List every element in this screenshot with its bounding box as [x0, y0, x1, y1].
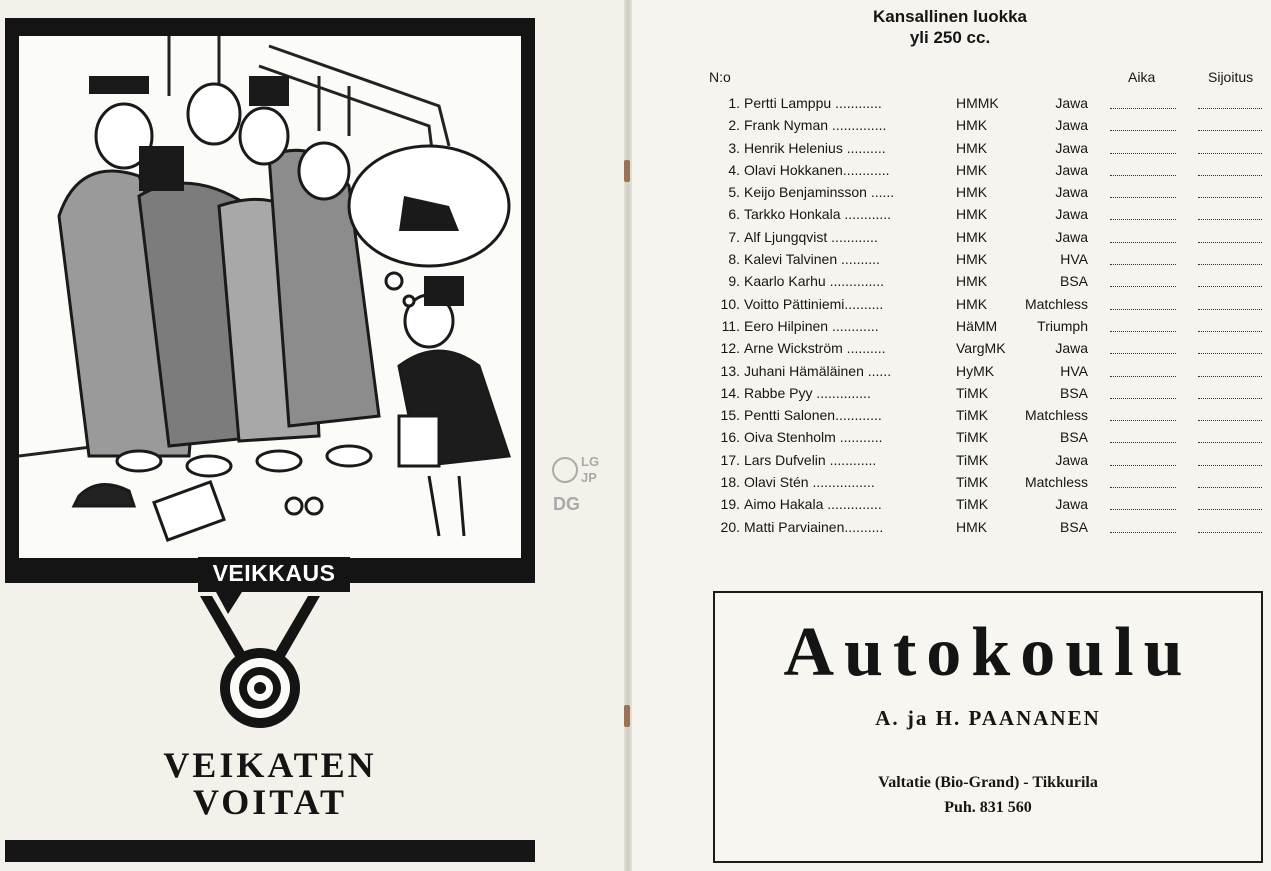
list-item: [700, 427, 1270, 449]
rider-name: Keijo Benjaminsson ......: [744, 184, 895, 201]
list-item: [700, 182, 1270, 204]
rider-bike: BSA: [1059, 384, 1088, 401]
autokoulu-title: Autokoulu: [783, 614, 1193, 691]
rider-name: Arne Wickström ..........: [744, 340, 886, 357]
bottom-bar: [5, 840, 535, 862]
rider-name: Rabbe Pyy ..............: [744, 384, 871, 401]
rider-number: 1.: [728, 95, 740, 111]
rider-club: HMK: [956, 273, 988, 290]
list-item: [700, 160, 1270, 182]
results-list: [700, 93, 1270, 539]
rider-club: HMK: [956, 518, 988, 535]
rider-club: HMK: [956, 228, 988, 245]
place-blank: [1198, 107, 1262, 109]
rider-club: TiMK: [956, 384, 989, 401]
header-place: Sijoitus: [1208, 69, 1254, 85]
place-blank: [1198, 263, 1262, 265]
rider-number: 2.: [728, 117, 740, 134]
list-item: [700, 517, 1270, 539]
staple-bottom: [624, 705, 630, 727]
rider-club: HMK: [956, 206, 988, 223]
rider-bike: HVA: [1060, 251, 1088, 268]
list-item: [700, 204, 1270, 226]
rider-number: 19.: [720, 496, 740, 513]
time-blank: [1110, 107, 1176, 109]
rider-name: Voitto Pättiniemi..........: [744, 295, 884, 312]
rider-name: Alf Ljungqvist ............: [744, 228, 878, 245]
time-blank: [1110, 263, 1176, 265]
rider-name: Juhani Hämäläinen ......: [744, 362, 892, 379]
place-blank: [1198, 486, 1262, 488]
rider-bike: Jawa: [1055, 340, 1088, 357]
time-blank: [1110, 419, 1176, 421]
rider-name: Lars Dufvelin ............: [744, 451, 877, 468]
rider-name: Kaarlo Karhu ..............: [744, 273, 885, 290]
rider-name: Olavi Stén ................: [744, 474, 875, 491]
list-item: [700, 271, 1270, 293]
time-blank: [1110, 397, 1176, 399]
list-item: [700, 338, 1270, 360]
svg-text:JP: JP: [581, 470, 597, 485]
time-blank: [1110, 196, 1176, 198]
rider-club: HMK: [956, 161, 988, 178]
rider-bike: Jawa: [1055, 206, 1088, 223]
rider-club: HMK: [956, 295, 988, 312]
lg-jp-dg-stamp-icon: [545, 450, 615, 520]
rider-name: Pertti Lamppu ............: [744, 95, 882, 111]
slogan-line-1: VEIKATEN: [163, 745, 377, 785]
rider-bike: Jawa: [1055, 139, 1088, 156]
rider-name: Pentti Salonen............: [744, 407, 882, 424]
time-blank: [1110, 375, 1176, 377]
rider-name: Tarkko Honkala ............: [744, 206, 892, 223]
rider-club: HäMM: [956, 317, 998, 334]
place-blank: [1198, 285, 1262, 287]
time-blank: [1110, 174, 1176, 176]
place-blank: [1198, 352, 1262, 354]
autokoulu-owners: A. ja H. PAANANEN: [875, 706, 1101, 730]
place-blank: [1198, 218, 1262, 220]
list-item: [700, 227, 1270, 249]
rider-number: 17.: [720, 451, 740, 468]
rider-bike: Jawa: [1055, 184, 1088, 201]
place-blank: [1198, 419, 1262, 421]
time-blank: [1110, 285, 1176, 287]
time-blank: [1110, 508, 1176, 510]
list-item: [700, 494, 1270, 516]
rider-bike: Matchless: [1024, 474, 1088, 491]
rider-number: 14.: [720, 384, 740, 401]
time-blank: [1110, 241, 1176, 243]
list-item: [700, 361, 1270, 383]
rider-name: Henrik Helenius ..........: [744, 139, 886, 156]
rider-number: 9.: [728, 273, 740, 290]
cartoon-crowd-icon: [19, 36, 521, 558]
header-time: Aika: [1128, 69, 1156, 85]
list-item: [700, 115, 1270, 137]
svg-text:DG: DG: [553, 494, 580, 514]
time-blank: [1110, 129, 1176, 131]
rider-name: Eero Hilpinen ............: [744, 317, 879, 334]
rider-club: HMK: [956, 139, 988, 156]
place-blank: [1198, 129, 1262, 131]
rider-bike: HVA: [1060, 362, 1088, 379]
rider-name: Frank Nyman ..............: [744, 117, 887, 134]
rider-club: HMK: [956, 117, 988, 134]
rider-number: 16.: [720, 429, 740, 446]
time-blank: [1110, 308, 1176, 310]
place-blank: [1198, 375, 1262, 377]
rider-club: TiMK: [956, 451, 989, 468]
time-blank: [1110, 464, 1176, 466]
rider-name: Olavi Hokkanen............: [744, 161, 890, 178]
place-blank: [1198, 196, 1262, 198]
rider-number: 6.: [728, 206, 740, 223]
page-fold: [624, 0, 632, 871]
time-blank: [1110, 486, 1176, 488]
rider-bike: BSA: [1059, 429, 1088, 446]
rider-bike: Jawa: [1055, 95, 1088, 111]
rider-name: Matti Parviainen..........: [744, 518, 884, 535]
autokoulu-address: Valtatie (Bio-Grand) - Tikkurila: [878, 774, 1098, 791]
rider-club: TiMK: [956, 474, 989, 491]
rider-number: 20.: [720, 518, 740, 535]
rider-bike: BSA: [1059, 518, 1088, 535]
list-item: [700, 383, 1270, 405]
rider-name: Aimo Hakala ..............: [744, 496, 882, 513]
time-blank: [1110, 441, 1176, 443]
slogan-line-2: VOITAT: [193, 782, 347, 822]
rider-number: 12.: [720, 340, 740, 357]
rider-club: HMMK: [956, 95, 999, 111]
rider-bike: Jawa: [1055, 117, 1088, 134]
rider-bike: Jawa: [1055, 496, 1088, 513]
svg-text:LG: LG: [581, 454, 600, 469]
autokoulu-ad: [713, 591, 1263, 863]
veikkaus-target-logo-icon: [180, 588, 340, 733]
rider-bike: Jawa: [1055, 161, 1088, 178]
place-blank: [1198, 531, 1262, 533]
class-title: Kansallinen luokka: [873, 7, 1027, 26]
rider-number: 3.: [728, 139, 740, 156]
rider-bike: Matchless: [1024, 407, 1088, 424]
time-blank: [1110, 531, 1176, 533]
rider-club: HMK: [956, 251, 988, 268]
list-item: [700, 93, 1270, 115]
time-blank: [1110, 218, 1176, 220]
place-blank: [1198, 241, 1262, 243]
rider-club: VargMK: [956, 340, 1006, 357]
rider-club: TiMK: [956, 429, 989, 446]
autokoulu-phone: Puh. 831 560: [944, 799, 1032, 816]
list-item: [700, 316, 1270, 338]
rider-number: 10.: [720, 295, 740, 312]
rider-bike: Jawa: [1055, 451, 1088, 468]
rider-bike: Triumph: [1037, 317, 1088, 334]
rider-bike: BSA: [1059, 273, 1088, 290]
veikkaus-brand: VEIKKAUS: [212, 560, 336, 586]
list-item: [700, 405, 1270, 427]
time-blank: [1110, 352, 1176, 354]
rider-bike: Jawa: [1055, 228, 1088, 245]
place-blank: [1198, 464, 1262, 466]
rider-bike: Matchless: [1024, 295, 1088, 312]
list-item: [700, 450, 1270, 472]
list-item: [700, 294, 1270, 316]
rider-club: TiMK: [956, 496, 989, 513]
header-no: N:o: [709, 69, 731, 85]
place-blank: [1198, 441, 1262, 443]
place-blank: [1198, 330, 1262, 332]
list-item: [700, 138, 1270, 160]
time-blank: [1110, 330, 1176, 332]
cartoon-illustration: [19, 36, 521, 558]
place-blank: [1198, 174, 1262, 176]
list-item: [700, 249, 1270, 271]
time-blank: [1110, 152, 1176, 154]
rider-number: 13.: [720, 362, 740, 379]
rider-club: HMK: [956, 184, 988, 201]
rider-number: 18.: [720, 474, 740, 491]
rider-number: 15.: [720, 407, 740, 424]
rider-name: Kalevi Talvinen ..........: [744, 251, 880, 268]
list-item: [700, 472, 1270, 494]
rider-number: 5.: [728, 184, 740, 201]
class-subtitle: yli 250 cc.: [909, 28, 991, 47]
place-blank: [1198, 308, 1262, 310]
rider-number: 7.: [728, 228, 740, 245]
rider-number: 8.: [728, 251, 740, 268]
rider-number: 11.: [721, 317, 740, 334]
place-blank: [1198, 152, 1262, 154]
rider-number: 4.: [728, 161, 740, 178]
place-blank: [1198, 397, 1262, 399]
staple-top: [624, 160, 630, 182]
rider-name: Oiva Stenholm ...........: [744, 429, 883, 446]
rider-club: HyMK: [956, 362, 995, 379]
rider-club: TiMK: [956, 407, 989, 424]
place-blank: [1198, 508, 1262, 510]
